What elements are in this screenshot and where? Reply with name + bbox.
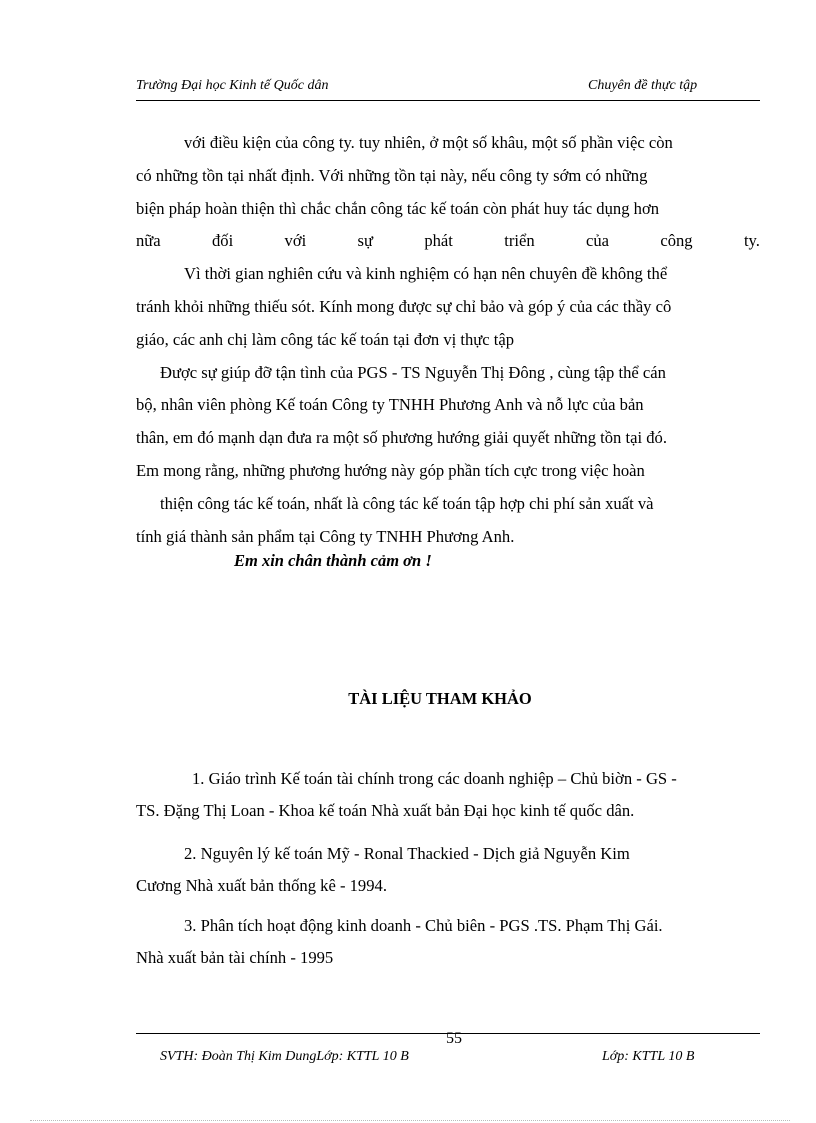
word: ty. — [743, 231, 760, 251]
paragraph-line: thiện công tác kế toán, nhất là công tác kế toán tập hợp chi phí sản xuất và — [160, 493, 654, 513]
reference-item: 2. Nguyên lý kế toán Mỹ - Ronal Thackied - Dịch giả Nguyễn Kim Cương Nhà xuất bản thống kê - 1994. — [136, 844, 630, 895]
word: của — [585, 231, 610, 251]
paragraph-line: thân, em đó mạnh dạn đưa ra một số phương hướng giải quyết những tồn tại đó. — [136, 428, 667, 448]
word: phát — [424, 231, 453, 251]
page-footer — [160, 1049, 760, 1065]
word: triển — [504, 231, 535, 251]
word: công — [660, 231, 693, 251]
word: với — [284, 231, 307, 251]
paragraph-line: Được sự giúp đỡ tận tình của PGS - TS Nguyễn Thị Đông , cùng tập thể cán — [160, 362, 666, 382]
paragraph-line: Em mong rằng, những phương hướng này góp phần tích cực trong việc hoàn — [136, 460, 645, 480]
paragraph-line-justified — [136, 225, 760, 258]
references-title: TÀI LIỆU THAM KHẢO — [348, 689, 532, 708]
paragraph-line: biện pháp hoàn thiện thì chắc chắn công tác kế toán còn phát huy tác dụng hơn — [136, 198, 660, 218]
page-header — [136, 76, 760, 101]
word: nữa — [136, 231, 161, 251]
reference-item: 1. Giáo trình Kế toán tài chính trong các doanh nghiệp – Chủ biờn - GS - TS. Đặng Thị Loan - Khoa kế toán Nhà xuất bản Đại học kinh tế quốc dân. — [136, 769, 677, 820]
paragraph-line: tính giá thành sản phẩm tại Công ty TNHH Phương Anh. — [136, 526, 515, 546]
paragraph-line: giáo, các anh chị làm công tác kế toán tại đơn vị thực tập — [136, 329, 515, 349]
footer-class: Lớp: KTTL 10 B — [602, 1049, 695, 1064]
paragraph-line: với điều kiện của công ty. tuy nhiên, ở một số khâu, một số phần việc còn — [184, 133, 673, 152]
paragraph-line: tránh khỏi những thiếu sót. Kính mong được sự chỉ bảo và góp ý của các thầy cô — [136, 296, 672, 316]
paragraph-line: Vì thời gian nghiên cứu và kinh nghiệm có hạn nên chuyên đề không thể — [184, 264, 668, 284]
header-document-type: Chuyên đề thực tập — [588, 78, 698, 93]
reference-item: 3. Phân tích hoạt động kinh doanh - Chủ biên - PGS .TS. Phạm Thị Gái. Nhà xuất bản tài chính - 1995 — [136, 916, 663, 967]
paragraph-line: bộ, nhân viên phòng Kế toán Công ty TNHH Phương Anh và nỗ lực của bản — [136, 395, 644, 415]
header-university: Trường Đại học Kinh tế Quốc dân — [136, 78, 329, 93]
page-edge-divider — [30, 1120, 790, 1121]
word: đối — [211, 231, 234, 251]
footer-student: SVTH: Đoàn Thị Kim DungLớp: KTTL 10 B — [160, 1049, 409, 1064]
word: sự — [357, 231, 373, 251]
thanks-note: Em xin chân thành cảm ơn ! — [234, 551, 432, 570]
page-number: 55 — [446, 1030, 462, 1047]
paragraph-line: có những tồn tại nhất định. Với những tồn tại này, nếu công ty sớm có những — [136, 165, 648, 185]
paragraph-conclusion — [136, 127, 760, 553]
